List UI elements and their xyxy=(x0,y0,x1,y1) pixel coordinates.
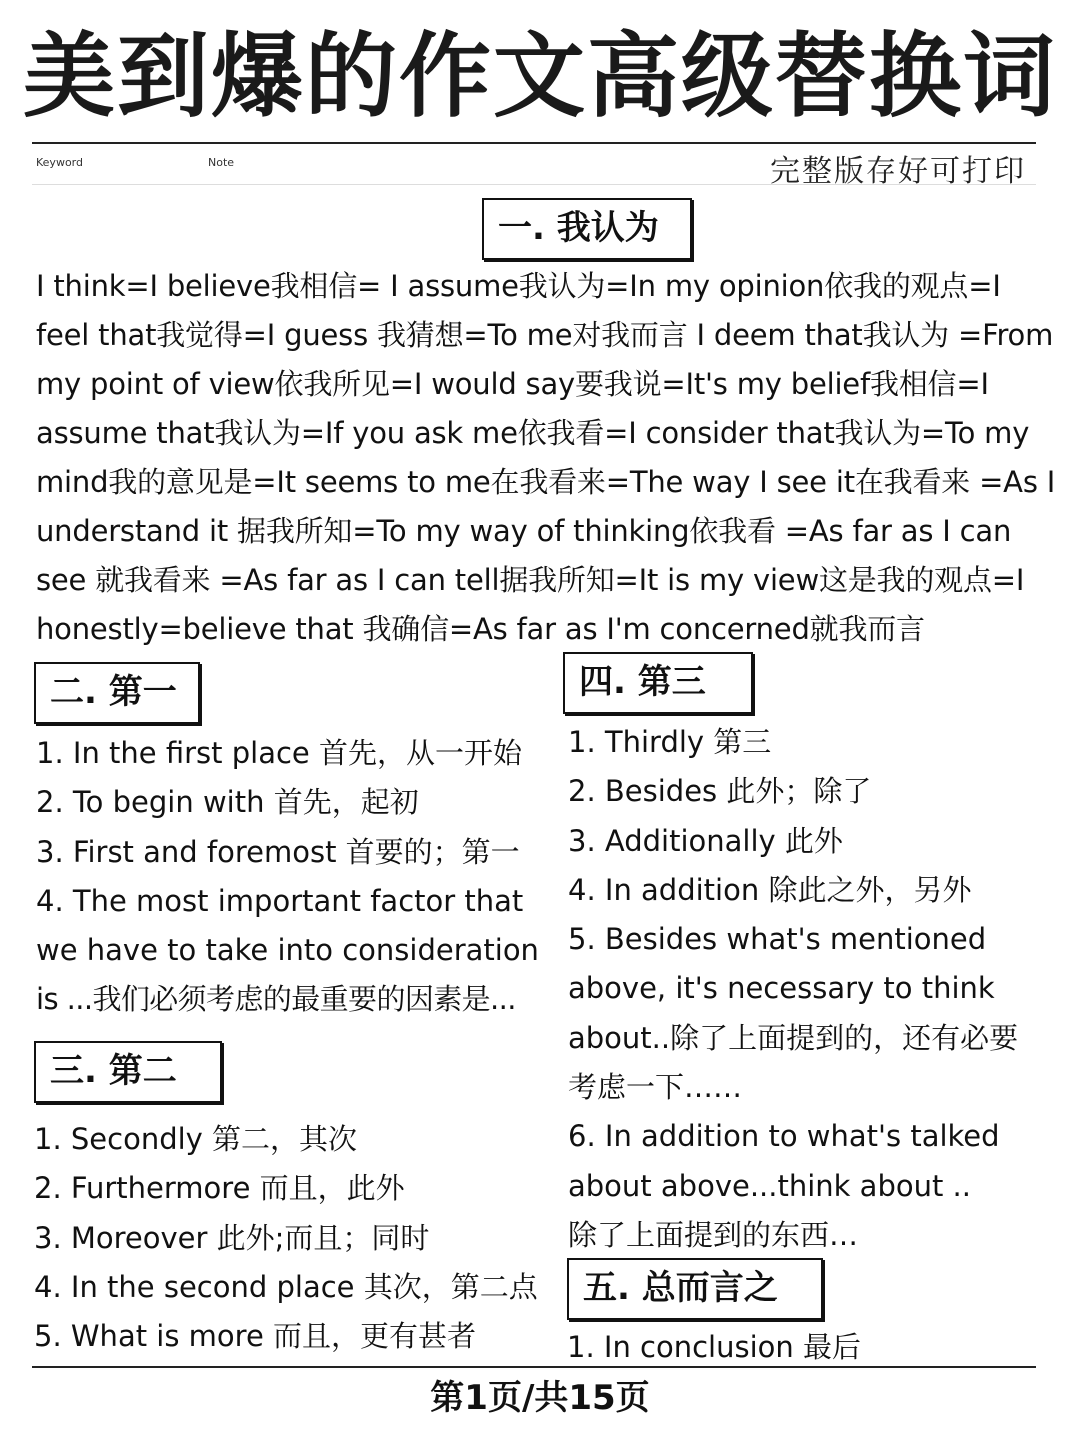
list-item: about..除了上面提到的，还有必要 xyxy=(568,1020,1019,1055)
title-divider xyxy=(32,142,1036,144)
section-4-heading: 四. 第三 xyxy=(563,652,753,714)
page-indicator: 第1页/共15页 xyxy=(430,1378,650,1418)
note-label: Note xyxy=(208,156,235,169)
section-4-list xyxy=(568,718,1058,1260)
list-item: 5. What is more 而且，更有甚者 xyxy=(34,1319,477,1354)
section-5-heading: 五. 总而言之 xyxy=(567,1258,823,1320)
page-title: 美到爆的作文高级替换词 xyxy=(22,23,1057,130)
list-item: we have to take into consideration xyxy=(36,933,539,968)
list-item: 3. Additionally 此外 xyxy=(568,823,843,858)
list-item: 2. Besides 此外；除了 xyxy=(568,774,872,809)
section-3-heading: 三. 第二 xyxy=(34,1041,222,1103)
section-1-heading: 一. 我认为 xyxy=(482,198,692,260)
list-item: 4. In the second place 其次，第二点 xyxy=(34,1269,538,1304)
section-5-list xyxy=(567,1323,1057,1372)
meta-divider xyxy=(32,184,1036,185)
keyword-label: Keyword xyxy=(36,156,83,169)
list-item: 1. Thirdly 第三 xyxy=(568,725,772,759)
list-item: 考虑一下…… xyxy=(568,1070,743,1105)
list-item: is ...我们必须考虑的最重要的因素是... xyxy=(36,982,516,1017)
section-1-text: I think=I believe我相信= I assume我认为=In my opinion依我的观点=I feel that我觉得=I guess 我猜想=To me对我而言 I deem that我认为 =From my point of view依我所见=I would say要我说=It's my belief我相信=I assume that我认为=If you ask me依我看=I consider that我认为=To my mind我的意见是=It seems to me在我看来=The way I see it在我看来 =As I understand it 据我所知=To my way of thinking依我看 =As far as I can see 就我看来 =As far as I can tell据我所知=It is my view这是我的观点=I honestly=believe that 我确信=As far as I'm concerned就我而言 xyxy=(36,269,1056,646)
list-item: about above...think about .. xyxy=(568,1168,971,1203)
list-item: 3. First and foremost 首要的；第一 xyxy=(36,834,520,869)
subtitle: 完整版存好可打印 xyxy=(770,154,1026,189)
list-item: 3. Moreover 此外;而且；同时 xyxy=(34,1220,430,1255)
list-item: 2. To begin with 首先，起初 xyxy=(36,785,419,820)
section-3-list xyxy=(34,1115,560,1361)
list-item: 除了上面提到的东西… xyxy=(568,1217,859,1252)
list-item: 4. In addition 除此之外，另外 xyxy=(568,872,972,907)
section-2-heading: 二. 第一 xyxy=(34,662,200,724)
list-item: 1. In the first place 首先，从一开始 xyxy=(36,736,522,770)
section-2-list xyxy=(36,729,562,1025)
list-item: above, it's necessary to think xyxy=(568,971,995,1006)
list-item: 5. Besides what's mentioned xyxy=(568,922,987,957)
list-item: 6. In addition to what's talked xyxy=(568,1119,1000,1154)
list-item: 2. Furthermore 而且，此外 xyxy=(34,1171,405,1206)
footer-divider xyxy=(32,1366,1036,1368)
list-item: 4. The most important factor that xyxy=(36,883,524,918)
list-item: 1. In conclusion 最后 xyxy=(567,1330,861,1364)
list-item: 1. Secondly 第二，其次 xyxy=(34,1122,358,1156)
